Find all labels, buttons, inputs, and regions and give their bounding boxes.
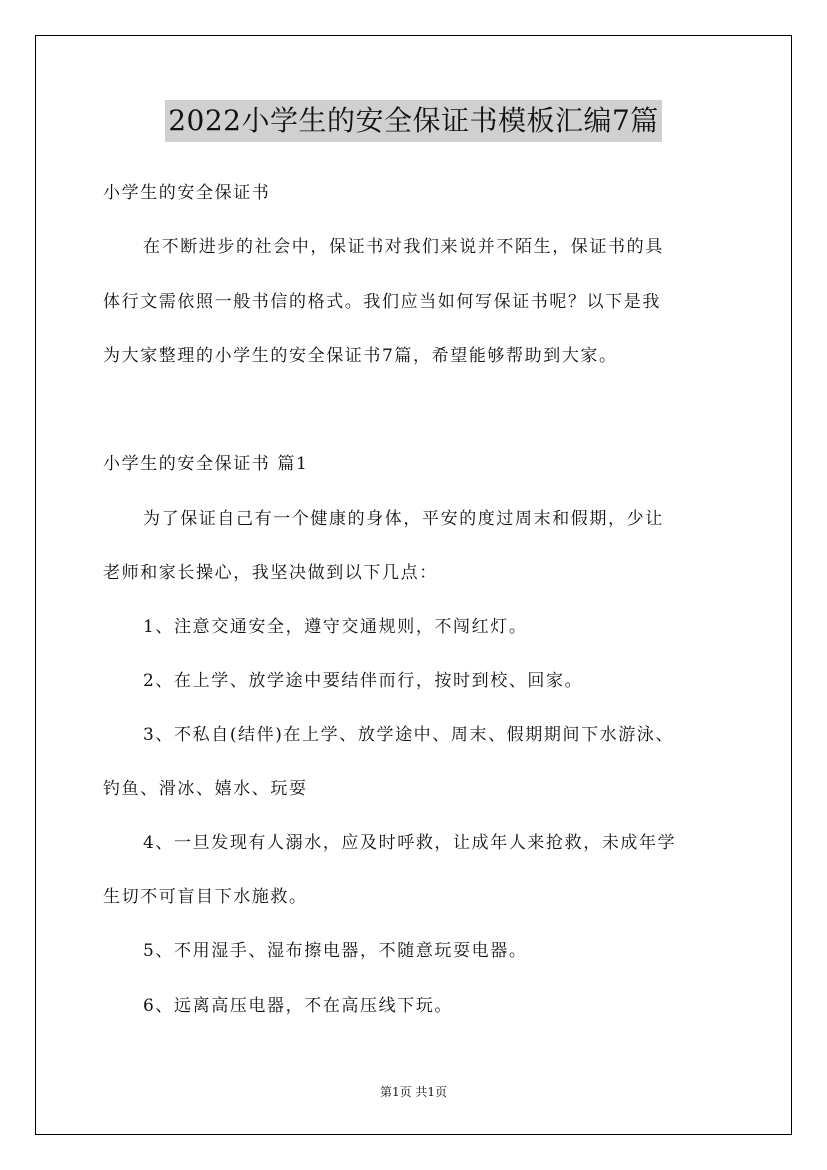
list-item-3-continued: 钓鱼、滑冰、嬉水、玩耍 <box>103 779 308 799</box>
section-paragraph-line: 老师和家长操心，我坚决做到以下几点： <box>103 563 438 583</box>
intro-paragraph-line: 为大家整理的小学生的安全保证书7篇，希望能够帮助到大家。 <box>103 346 618 366</box>
list-item-1: 1、注意交通安全，遵守交通规则，不闯红灯。 <box>143 617 528 637</box>
title-container <box>0 100 827 142</box>
list-item-4-continued: 生切不可盲目下水施救。 <box>103 887 308 907</box>
page-footer: 第1页 共1页 <box>379 1085 448 1099</box>
list-item-4: 4、一旦发现有人溺水，应及时呼救，让成年人来抢救，未成年学 <box>143 833 677 853</box>
list-item-6: 6、远离高压电器，不在高压线下玩。 <box>143 996 454 1016</box>
section-heading: 小学生的安全保证书 篇1 <box>103 454 309 474</box>
document-title: 2022小学生的安全保证书模板汇编7篇 <box>165 100 662 142</box>
document-heading: 小学生的安全保证书 <box>103 183 271 203</box>
intro-paragraph-line: 体行文需依照一般书信的格式。我们应当如何写保证书呢？以下是我 <box>103 292 661 312</box>
section-paragraph-line: 为了保证自己有一个健康的身体，平安的度过周末和假期，少让 <box>143 509 664 529</box>
intro-paragraph-line: 在不断进步的社会中，保证书对我们来说并不陌生，保证书的具 <box>143 237 664 257</box>
list-item-3: 3、不私自(结伴)在上学、放学途中、周末、假期期间下水游泳、 <box>143 725 675 745</box>
list-item-5: 5、不用湿手、湿布擦电器，不随意玩耍电器。 <box>143 941 528 961</box>
list-item-2: 2、在上学、放学途中要结伴而行，按时到校、回家。 <box>143 671 584 691</box>
